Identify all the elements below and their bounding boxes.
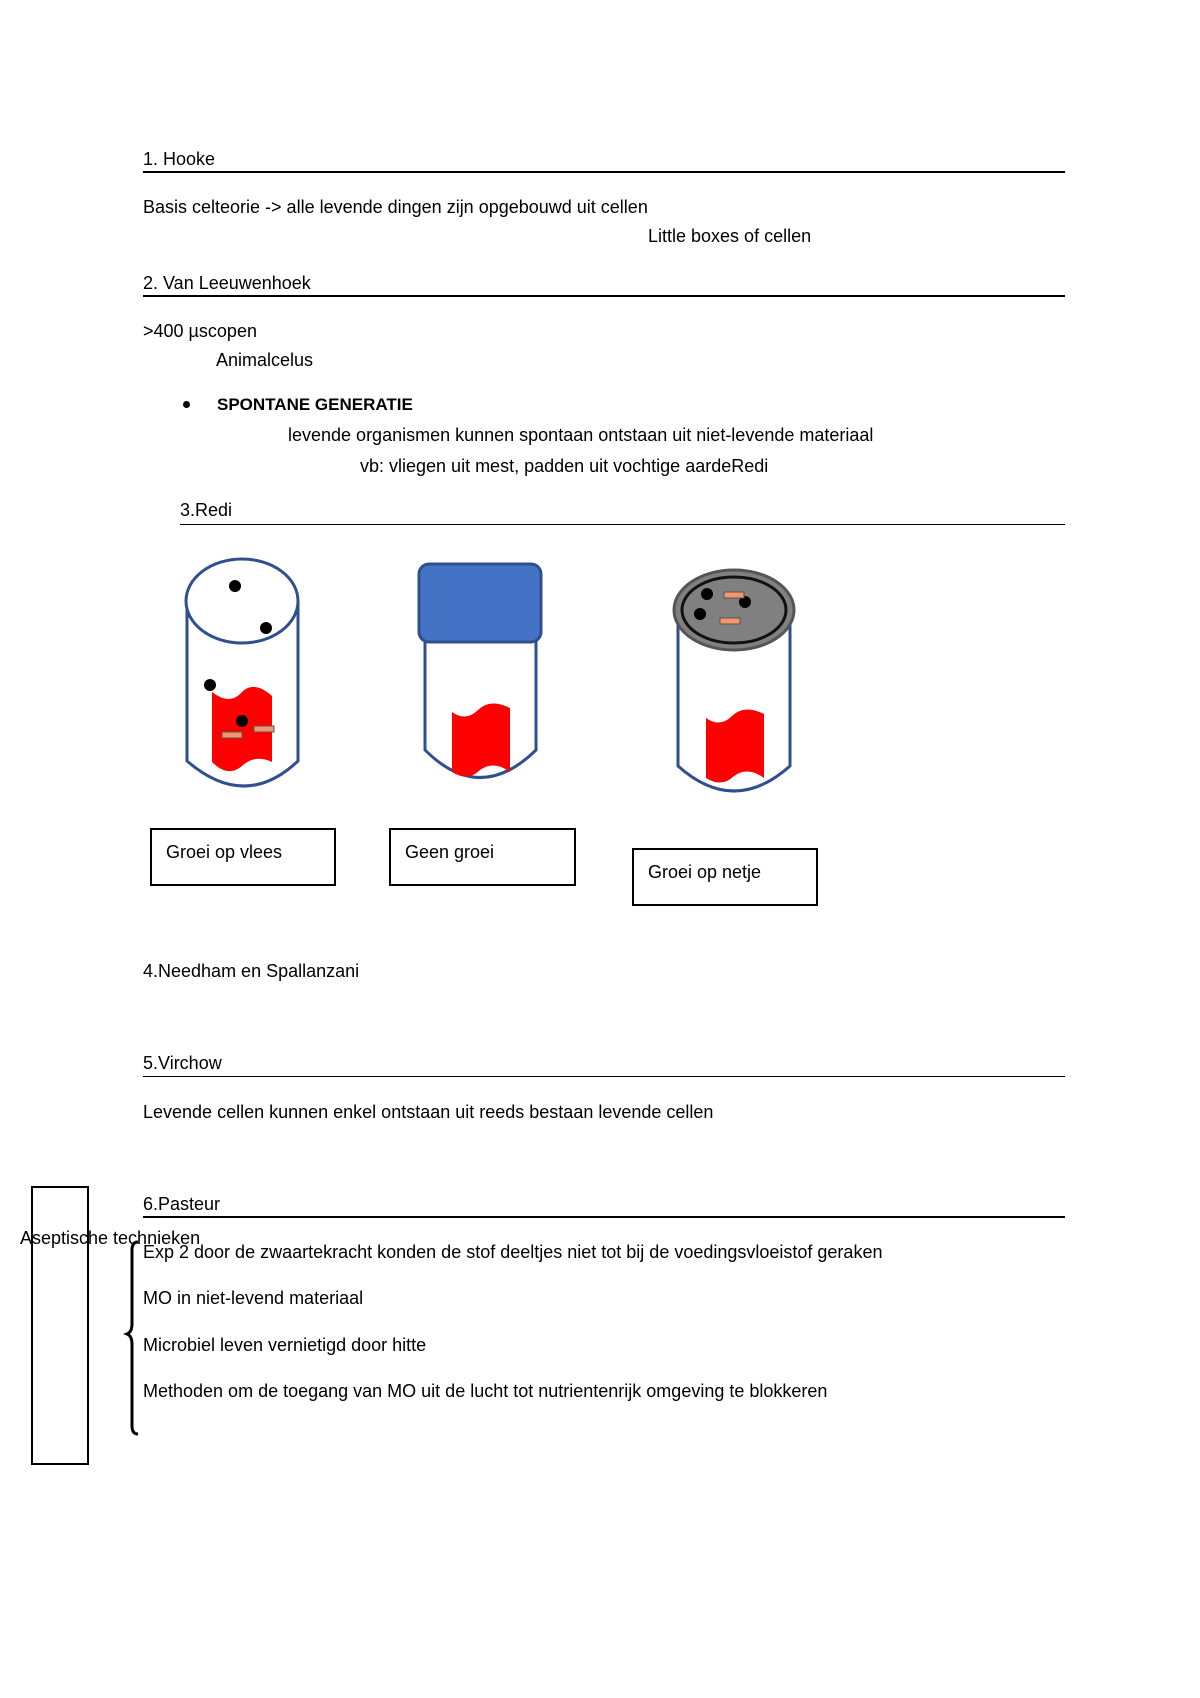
net-shape	[674, 570, 794, 650]
section-title-leeuwenhoek: 2. Van Leeuwenhoek	[143, 273, 311, 293]
closed-jar-illustration	[418, 560, 543, 800]
section-rule-redi	[180, 524, 1065, 525]
bullet-line-2: vb: vliegen uit mest, padden uit vochtige aardeRedi	[360, 456, 769, 476]
pasteur-line-3: Microbiel leven vernietigd door hitte	[143, 1335, 427, 1355]
pasteur-line-1: Exp 2 door de zwaartekracht konden de stof deeltjes niet tot bij de voedingsvloeistof geraken	[143, 1242, 883, 1262]
fly-icon	[204, 679, 216, 691]
fly-icon	[694, 608, 706, 620]
bullet-title: SPONTANE GENERATIE	[217, 395, 413, 414]
bullet-dot	[183, 401, 190, 408]
fly-icon	[701, 588, 713, 600]
section-title-hooke: 1. Hooke	[143, 149, 216, 169]
lid-shape	[419, 564, 541, 642]
label-box-groei-op-vlees	[150, 828, 336, 886]
section-title-virchow: 5.Virchow	[143, 1053, 222, 1073]
larva-icon	[724, 592, 744, 598]
fly-icon	[260, 622, 272, 634]
section-rule-leeuwenhoek	[143, 295, 1065, 297]
bullet-line-1: levende organismen kunnen spontaan ontstaan uit niet-levende materiaal	[288, 425, 874, 445]
section-title-pasteur: 6.Pasteur	[143, 1194, 221, 1214]
section-title-needham: 4.Needham en Spallanzani	[143, 961, 360, 981]
leeuwenhoek-line-1: >400 µscopen	[143, 321, 257, 341]
leeuwenhoek-line-2: Animalcelus	[216, 350, 314, 370]
fly-icon	[229, 580, 241, 592]
pasteur-line-2: MO in niet-levend materiaal	[143, 1288, 364, 1308]
label-box-groei-op-netje	[632, 848, 818, 906]
label-geen-groei: Geen groei	[405, 842, 495, 862]
section-rule-hooke	[143, 171, 1065, 173]
section-rule-virchow	[143, 1076, 1065, 1077]
label-box-geen-groei	[389, 828, 576, 886]
larva-icon	[720, 618, 740, 624]
larva-icon	[222, 732, 242, 738]
label-groei-op-vlees: Groei op vlees	[166, 842, 283, 862]
virchow-line-1: Levende cellen kunnen enkel ontstaan uit reeds bestaan levende cellen	[143, 1102, 714, 1122]
label-groei-op-netje: Groei op netje	[648, 862, 762, 882]
side-label-aseptische-technieken: Aseptische technieken	[20, 1228, 201, 1248]
section-rule-pasteur	[143, 1216, 1065, 1218]
hooke-line-2: Little boxes of cellen	[648, 226, 812, 246]
larva-icon	[254, 726, 274, 732]
section-title-redi: 3.Redi	[180, 500, 233, 520]
fly-icon	[236, 715, 248, 727]
open-jar-illustration	[180, 556, 310, 802]
pasteur-line-4: Methoden om de toegang van MO uit de lucht tot nutrientenrijk omgeving te blokkeren	[143, 1381, 828, 1401]
hooke-line-1: Basis celteorie -> alle levende dingen zijn opgebouwd uit cellen	[143, 197, 648, 217]
netted-jar-illustration	[672, 566, 802, 810]
